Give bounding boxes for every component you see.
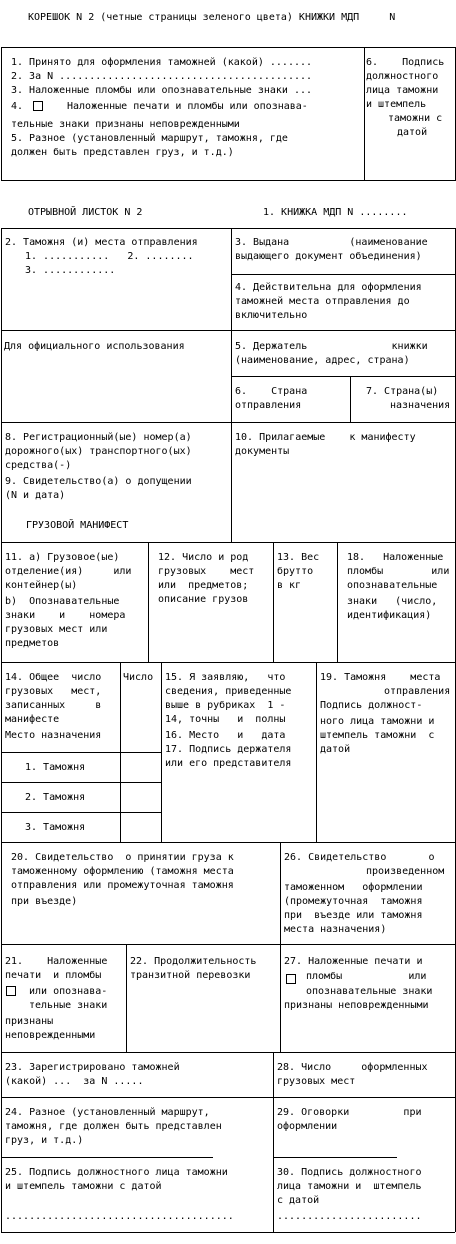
stub-title: КОРЕШОК N 2 (четные страницы зеленого цвета) КНИЖКИ МДП N xyxy=(28,12,396,23)
goods-manifest-title: ГРУЗОВОЙ МАНИФЕСТ xyxy=(26,520,129,531)
field-2-number: 2. За N .......................................... xyxy=(11,71,313,82)
field-1-accepted: 1. Принято для оформления таможней (какой) ....... xyxy=(11,57,313,68)
field-4-text-cont: тельные знаки признаны неповрежденными xyxy=(11,119,240,130)
field-4-text: Наложенные печати и пломбы или опознава- xyxy=(67,101,308,112)
field-5-misc-cont: должен быть представлен груз, и т.д.) xyxy=(11,147,234,158)
tir-book-number: 1. КНИЖКА МДП N ........ xyxy=(263,207,408,218)
field-3-seals: 3. Наложенные пломбы или опознавательные знаки ... xyxy=(11,85,313,96)
field-5-misc: 5. Разное (установленный маршрут, таможня, где xyxy=(11,133,288,144)
field-4-checkbox[interactable] xyxy=(33,101,43,111)
official-use-label: Для официального использования xyxy=(4,341,185,352)
field-27-checkbox[interactable] xyxy=(286,974,296,984)
destination-customs-2: 2. Таможня xyxy=(25,792,86,803)
tear-off-title: ОТРЫВНОЙ ЛИСТОК N 2 xyxy=(28,207,143,218)
field-4-label: 4. xyxy=(11,101,24,112)
field-14-number-col: Число xyxy=(123,672,154,683)
destination-customs-1: 1. Таможня xyxy=(25,762,86,773)
destination-customs-3: 3. Таможня xyxy=(25,822,86,833)
field-21-checkbox[interactable] xyxy=(6,986,16,996)
